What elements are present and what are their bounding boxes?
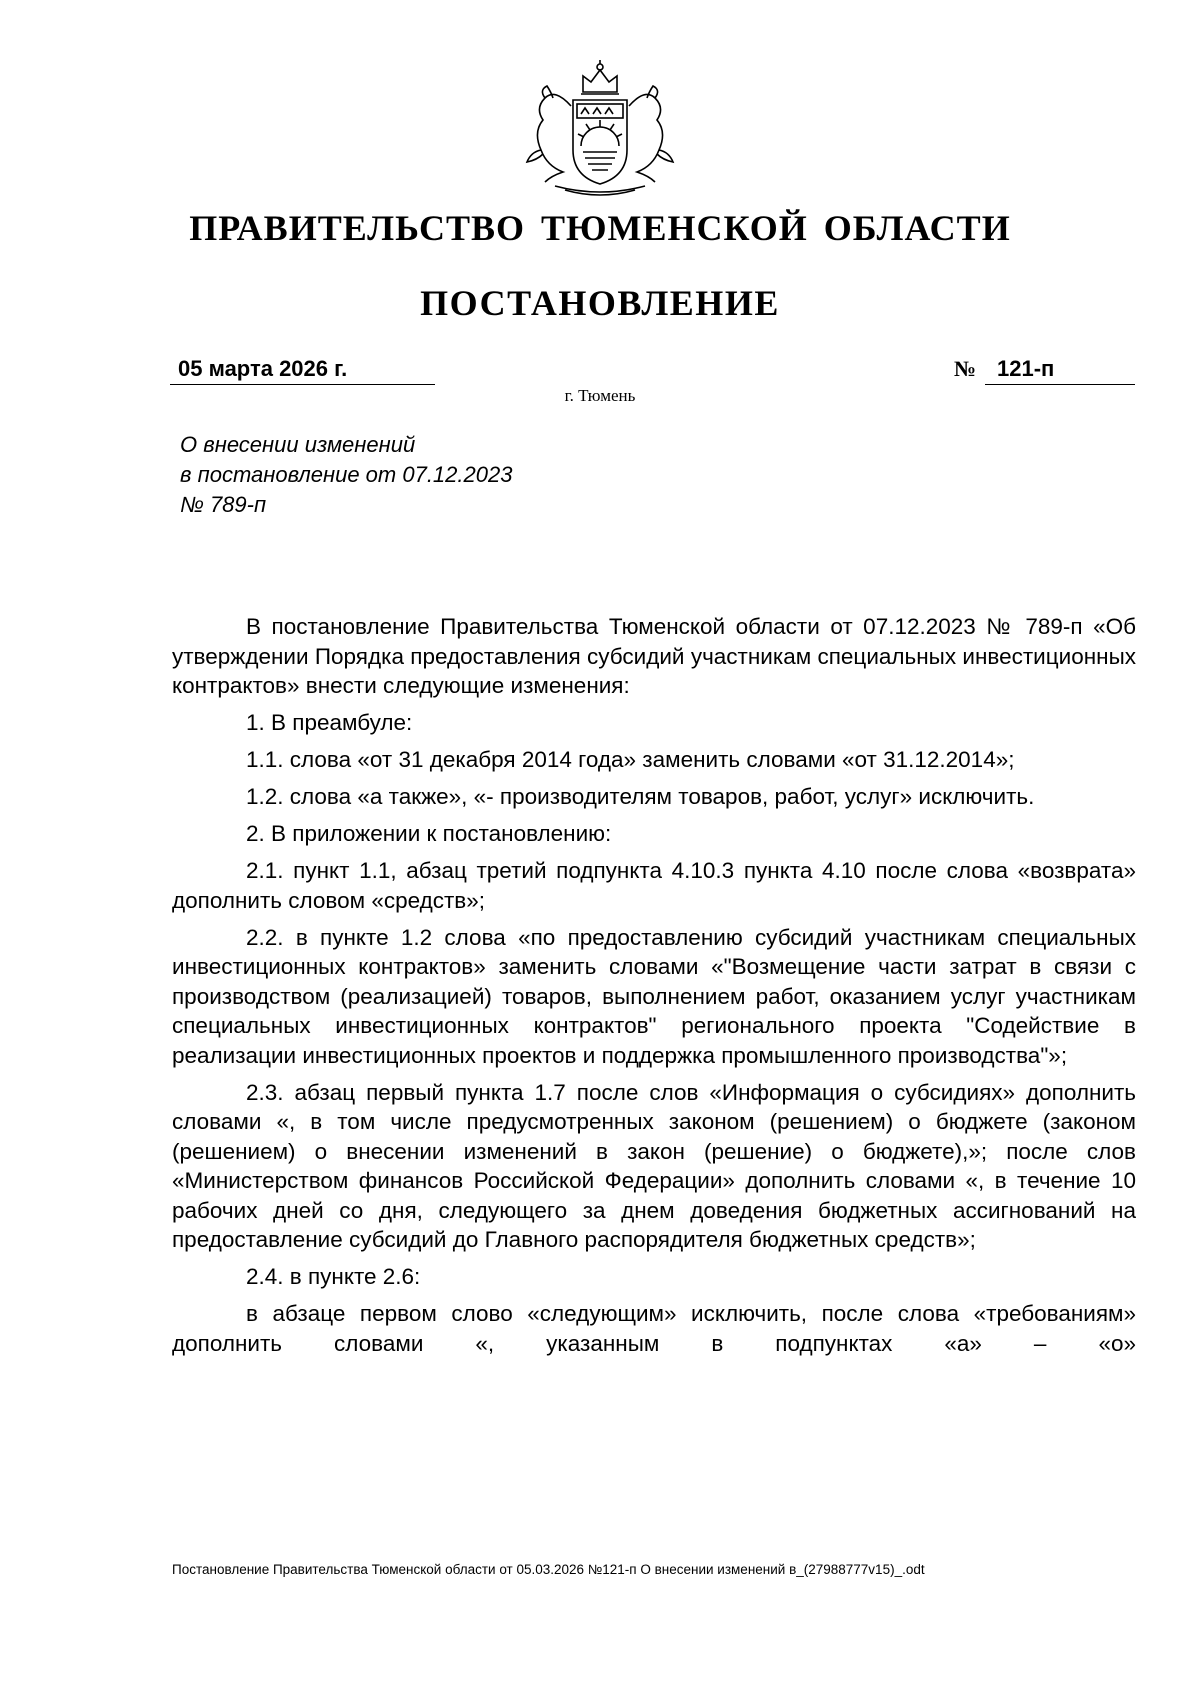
body-paragraph: 2. В приложении к постановлению: [246,821,612,846]
document-date: 05 марта 2026 г. [170,356,435,385]
body-paragraph: 2.4. в пункте 2.6: [246,1264,421,1289]
subject-line: в постановление от 07.12.2023 [180,462,513,487]
page-footer-filename: Постановление Правительства Тюменской области от 05.03.2026 №121-п О внесении изменений в_(27988777v15)_.odt [172,1562,925,1577]
document-body [172,612,1136,1366]
government-title: ПРАВИТЕЛЬСТВО ТЮМЕНСКОЙ ОБЛАСТИ [189,208,1011,248]
subject-line: № 789-п [180,492,267,517]
number-sign: № [954,356,977,381]
body-paragraph: В постановление Правительства Тюменской области от 07.12.2023 № 789-п «Об утверждении Порядка предоставления субсидий участникам специальных инвестиционных контрактов» внести следующие изменения: [172,614,1136,698]
body-paragraph: в абзаце первом слово «следующим» исключить, после слова «требованиям» дополнить словами «, указанным в подпунктах «а» – «о» [172,1301,1136,1356]
body-paragraph: 2.3. абзац первый пункта 1.7 после слов «Информация о субсидиях» дополнить словами «, в том числе предусмотренных законом (решением) о бюджете (законом (решением) о внесении изменений в закон (решение) о бюджете),»; после слов «Министерством финансов Российской Федерации» дополнить словами «, в течение 10 рабочих дней со дня, следующего за днем доведения бюджетных ассигнований на предоставление субсидий до Главного распорядителя бюджетных средств»; [172,1079,1136,1252]
body-paragraph: 1.2. слова «а также», «- производителям товаров, работ, услуг» исключить. [246,784,1035,809]
body-paragraph: 1. В преамбуле: [246,710,413,735]
body-paragraph: 2.1. пункт 1.1, абзац третий подпункта 4.10.3 пункта 4.10 после слова «возврата» дополнить словом «средств»; [172,858,1136,913]
document-type-title: ПОСТАНОВЛЕНИЕ [420,283,780,323]
body-paragraph: 1.1. слова «от 31 декабря 2014 года» заменить словами «от 31.12.2014»; [246,747,1015,772]
subject-line: О внесении изменений [180,432,416,457]
document-subject [180,430,512,520]
document-number: 121-п [985,356,1135,385]
coat-of-arms-emblem [515,58,685,198]
city-name: г. Тюмень [564,386,636,405]
body-paragraph: 2.2. в пункте 1.2 слова «по предоставлению субсидий участникам специальных инвестиционных контрактов» заменить словами «"Возмещение части затрат в связи с производством (реализацией) товаров, выполнением работ, оказанием услуг участникам специальных инвестиционных контрактов" регионального проекта "Содействие в реализации инвестиционных проектов и поддержка промышленного производства"»; [172,924,1136,1068]
